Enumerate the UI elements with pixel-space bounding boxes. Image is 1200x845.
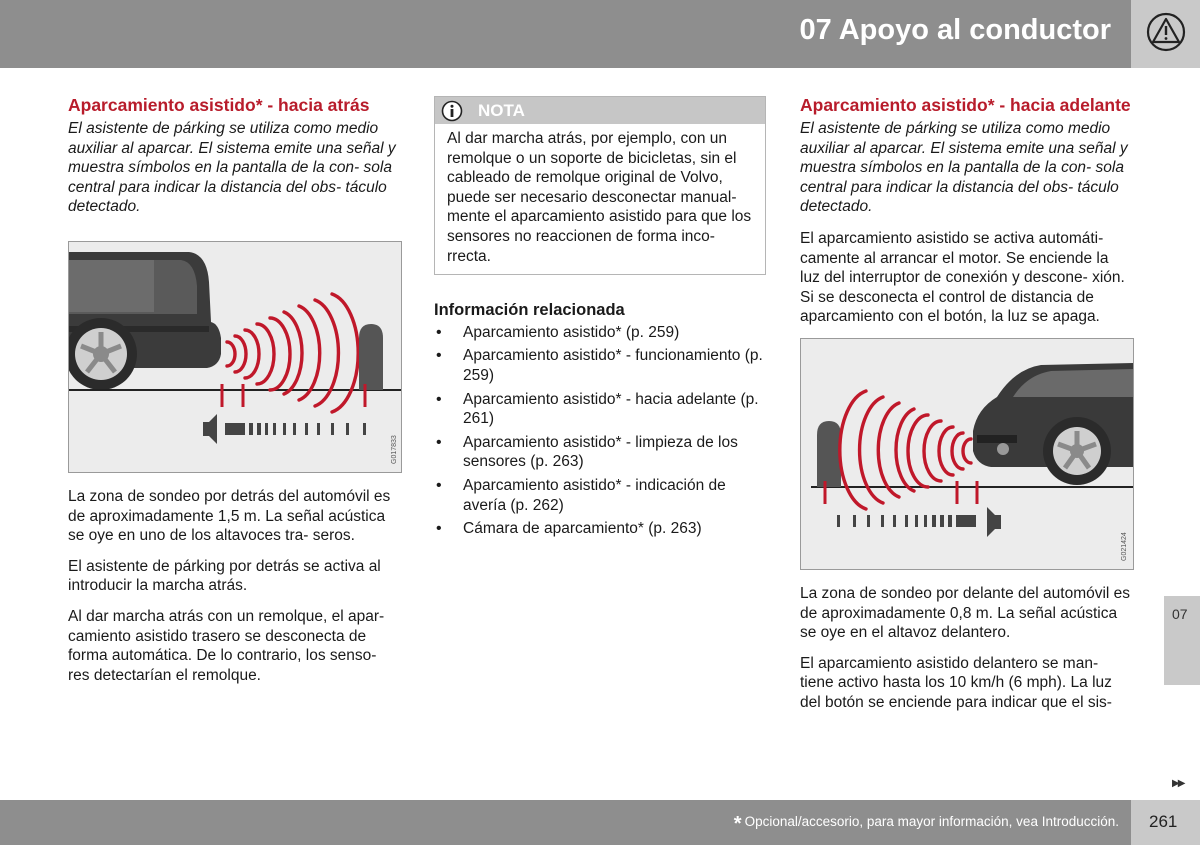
related-link[interactable]: • Aparcamiento asistido* - funcionamiento (p. 259): [434, 346, 766, 385]
related-link[interactable]: • Aparcamiento asistido* - limpieza de los sensores (p. 263): [434, 433, 766, 472]
rear-car-diagram: [69, 242, 401, 472]
lead-text-rear: El asistente de párking se utiliza como medio auxiliar al aparcar. El sistema emite una señal y muestra símbolos en la pantalla de la con- sola central para indicar la distancia del obs- táculo detectado.: [68, 120, 396, 216]
page-number: 261: [1149, 812, 1178, 831]
section-heading-rear: Aparcamiento asistido* - hacia atrás: [68, 95, 370, 115]
front-car-diagram: [801, 339, 1133, 569]
related-link[interactable]: • Aparcamiento asistido* (p. 259): [434, 323, 766, 343]
lead-text-front: El asistente de párking se utiliza como medio auxiliar al aparcar. El sistema emite una señal y muestra símbolos en la pantalla de la con- sola central para indicar la distancia del obs- táculo detectado.: [800, 120, 1128, 216]
column-note-related: [434, 96, 766, 543]
paragraph: Al dar marcha atrás con un remolque, el apar- camiento asistido trasero se desconecta de forma automática. De lo contrario, los senso- res detectarían el remolque.: [68, 607, 385, 684]
related-list: [434, 323, 766, 539]
chapter-tab[interactable]: [1164, 596, 1200, 685]
double-chevron-right-icon[interactable]: ▶▶: [1172, 778, 1184, 789]
figure-id: G021424: [1121, 532, 1128, 561]
paragraph: La zona de sondeo por delante del automóvil es de aproximadamente 0,8 m. La señal acústica se oye en el altavoz delantero.: [800, 584, 1131, 642]
related-link[interactable]: • Aparcamiento asistido* - hacia adelante (p. 261): [434, 390, 766, 429]
warning-triangle-icon: [1145, 12, 1187, 52]
note-title: NOTA: [478, 101, 525, 120]
note-box: [434, 96, 766, 275]
related-heading: Información relacionada: [434, 301, 625, 320]
header-icon-box: [1131, 0, 1200, 68]
section-heading-front: Aparcamiento asistido* - hacia adelante: [800, 95, 1131, 115]
page-footer: [0, 800, 1131, 845]
rear-parking-illustration: [68, 241, 402, 473]
paragraph: La zona de sondeo por detrás del automóvil es de aproximadamente 1,5 m. La señal acústica se oye en uno de los altavoces tra- seros.: [68, 487, 391, 545]
column-rear-parking: [68, 95, 398, 696]
related-link[interactable]: • Aparcamiento asistido* - indicación de avería (p. 262): [434, 476, 766, 515]
front-parking-illustration: [800, 338, 1134, 570]
figure-id: G017833: [391, 435, 398, 464]
chapter-title: 07 Apoyo al conductor: [799, 14, 1111, 46]
footnote-star: *: [733, 813, 742, 835]
related-link[interactable]: • Cámara de aparcamiento* (p. 263): [434, 519, 766, 539]
note-text: Al dar marcha atrás, por ejemplo, con un remolque o un soporte de bicicletas, sin el cableado de remolque original de Volvo, puede ser necesario desconectar manual- mente el aparcamiento asistido para que los sensores no reaccionen de forma inco- rrecta.: [447, 130, 752, 265]
paragraph: El aparcamiento asistido delantero se man- tiene activo hasta los 10 km/h (6 mph). La luz del botón se enciende para indicar que el sis-: [800, 654, 1112, 711]
footnote-text: Opcional/accesorio, para mayor información, vea Introducción.: [744, 814, 1119, 829]
footnote: [734, 813, 1119, 836]
column-front-parking: [800, 95, 1132, 724]
page-header: [0, 0, 1131, 68]
paragraph: El asistente de párking por detrás se activa al introducir la marcha atrás.: [68, 557, 381, 595]
paragraph: El aparcamiento asistido se activa automáti- camente al arrancar el motor. Se enciende la luz del interruptor de conexión y descone- xión. Si se desconecta el control de distancia de aparcamiento con el botón, la luz se apaga.: [800, 229, 1125, 326]
chapter-number: 07: [1172, 606, 1188, 622]
note-header: [435, 97, 765, 124]
page-number-box: [1131, 800, 1200, 845]
info-icon: [441, 100, 463, 122]
